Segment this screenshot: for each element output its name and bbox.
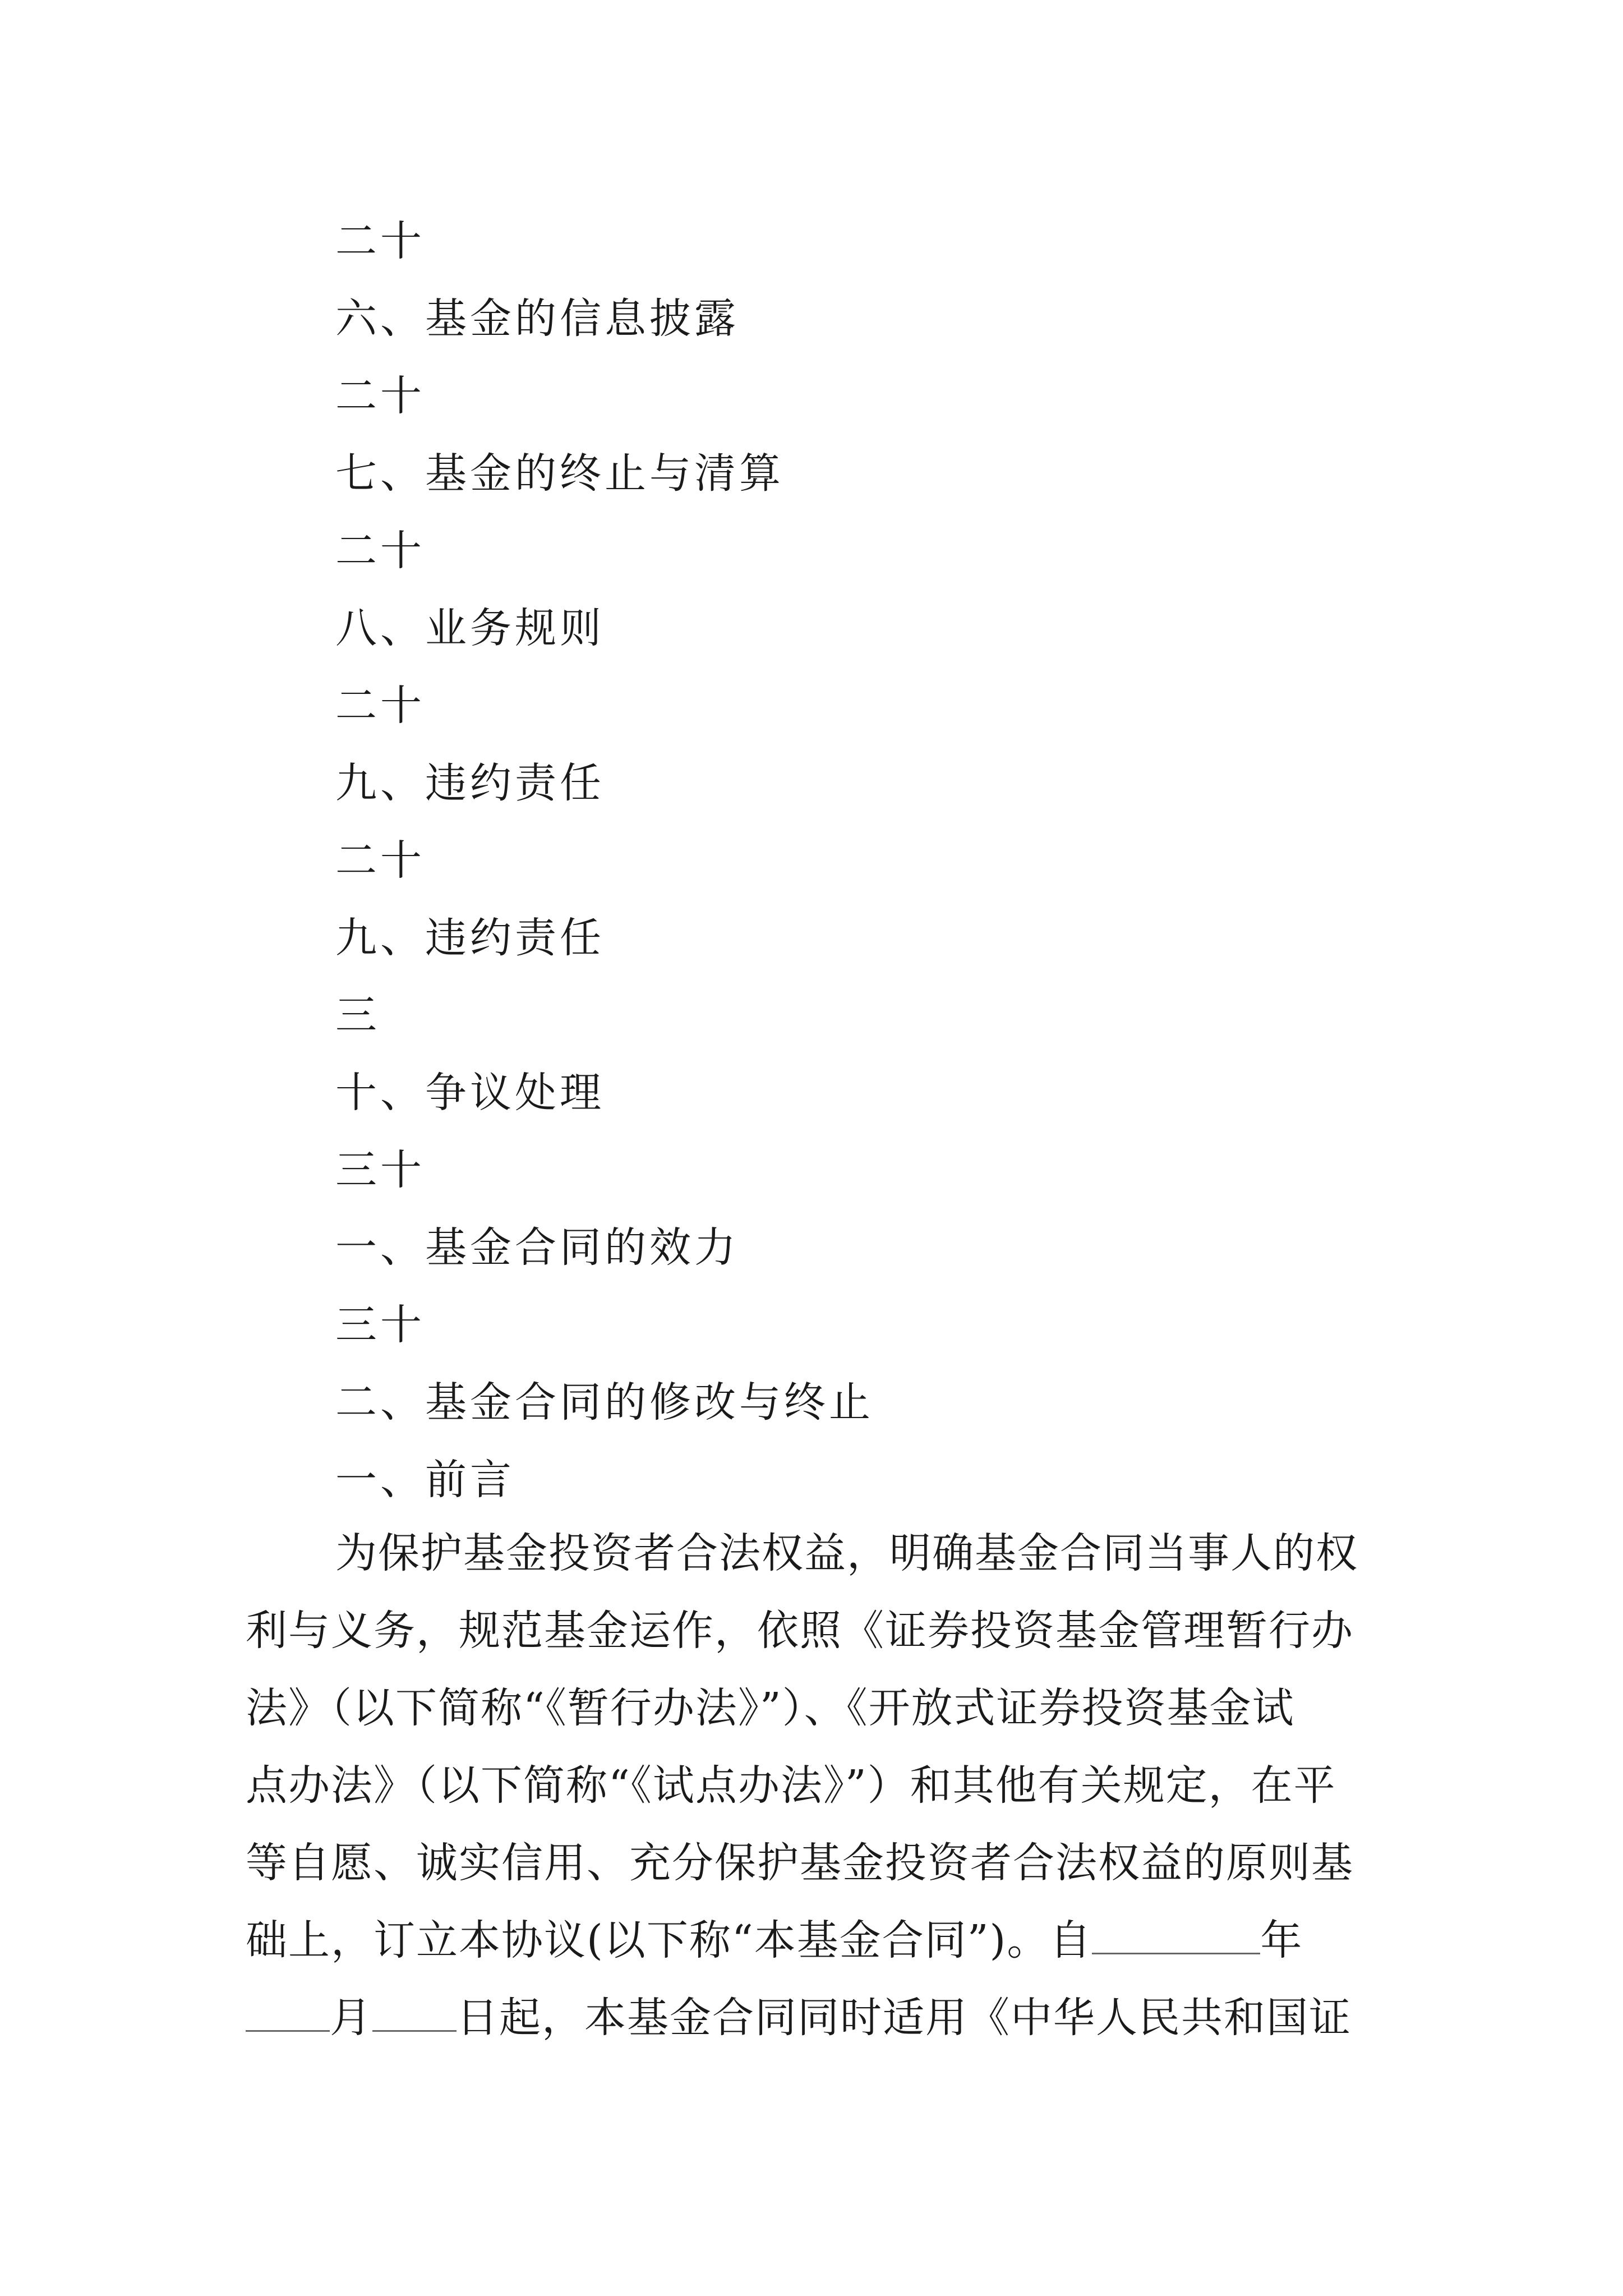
toc-line: 二十 <box>335 836 425 885</box>
toc-line: 八、业务规则 <box>335 604 605 652</box>
toc-line: 三十 <box>335 1146 425 1194</box>
year-blank <box>1092 1919 1260 1954</box>
preface-text: 日起，本基金合同同时适用《中华人民共和国证 <box>457 1994 1352 2042</box>
toc-line: 三十 <box>335 1301 425 1349</box>
preface-line: 为保护基金投资者合法权益，明确基金合同当事人的权 <box>335 1529 1358 1577</box>
preface-line: 利与义务，规范基金运作，依照《证券投资基金管理暂行办 <box>246 1607 1354 1655</box>
toc-line: 七、基金的终止与清算 <box>335 449 784 498</box>
preface-paragraph <box>246 1515 1390 2056</box>
preface-line <box>246 1902 1390 1979</box>
toc-line: 二十 <box>335 372 425 420</box>
toc-line: 二十 <box>335 527 425 575</box>
toc-line: 三 <box>335 991 380 1039</box>
preface-line: 法》（以下简称“《暂行办法》”）、《开放式证券投资基金试 <box>246 1684 1295 1732</box>
toc-line: 二十 <box>335 682 425 730</box>
toc-line: 一、基金合同的效力 <box>335 1223 739 1272</box>
month-blank <box>246 1996 330 2032</box>
day-blank <box>372 1996 457 2032</box>
section-heading-preface: 一、前言 <box>335 1456 515 1504</box>
preface-line: 点办法》（以下简称“《试点办法》”）和其他有关规定，在平 <box>246 1761 1336 1810</box>
toc-line: 十、争议处理 <box>335 1069 605 1117</box>
preface-text: 年 <box>1260 1916 1303 1964</box>
toc-line: 六、基金的信息披露 <box>335 295 739 343</box>
toc-line: 二十 <box>335 217 425 265</box>
preface-line <box>246 1979 1390 2056</box>
toc-line: 九、违约责任 <box>335 759 605 807</box>
preface-text: 月 <box>330 1994 372 2042</box>
toc-line: 九、违约责任 <box>335 914 605 962</box>
preface-text: 础上，订立本协议(以下称“本基金合同”)。自 <box>246 1916 1092 1964</box>
preface-line: 等自愿、诚实信用、充分保护基金投资者合法权益的原则基 <box>246 1839 1354 1887</box>
toc-line: 二、基金合同的修改与终止 <box>335 1378 874 1427</box>
